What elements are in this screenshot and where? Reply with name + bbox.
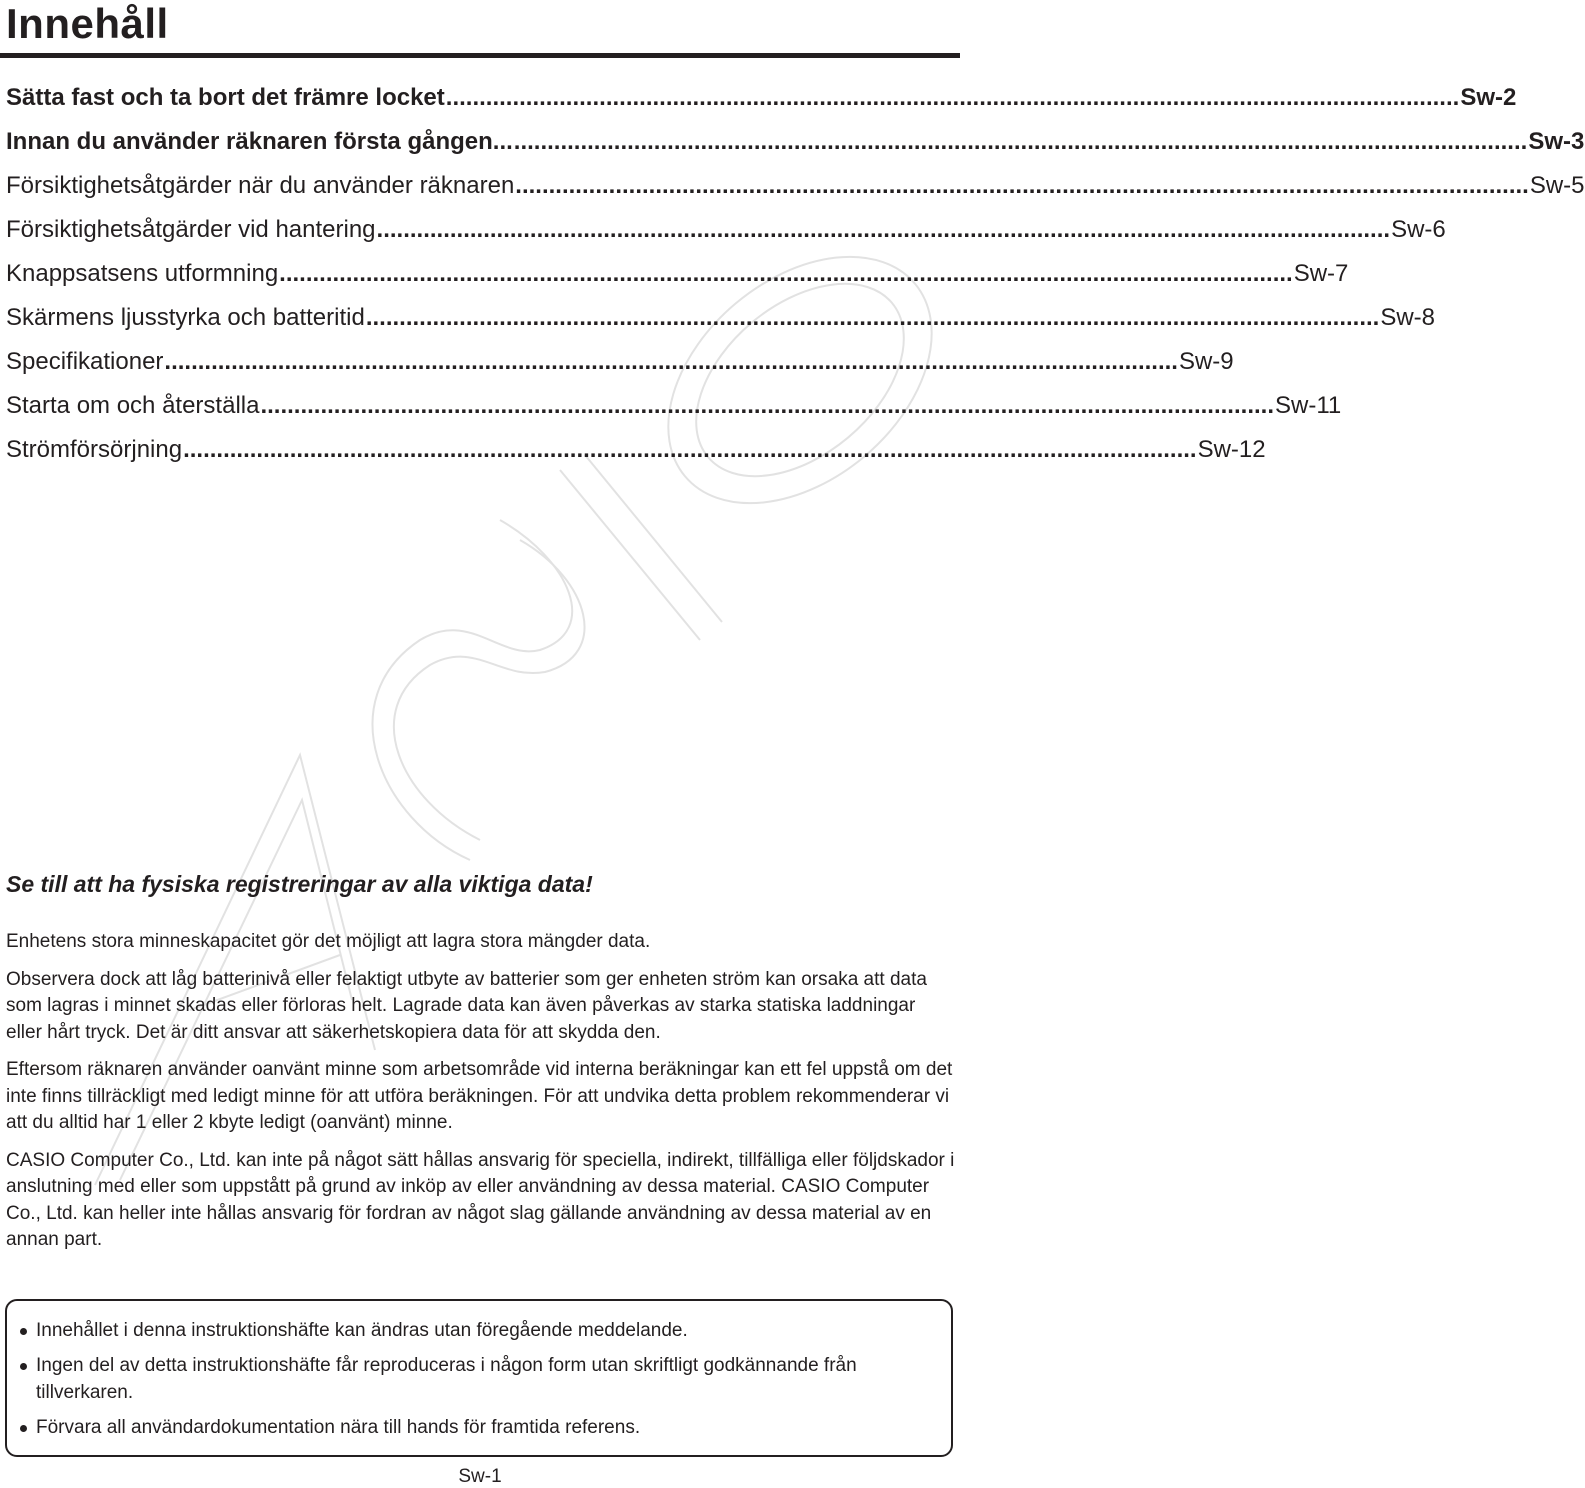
toc-entry-label: Skärmens ljusstyrka och batteritid bbox=[6, 304, 365, 331]
notice-paragraph: Enhetens stora minneskapacitet gör det möjligt att lagra stora mängder data. bbox=[6, 931, 651, 952]
data-backup-heading: Se till att ha fysiska registreringar av alla viktiga data! bbox=[6, 871, 593, 897]
toc-entry-label: Specifikationer bbox=[6, 348, 164, 375]
toc-entry[interactable] bbox=[6, 78, 1517, 122]
toc-entry-label: Försiktighetsåtgärder när du använder räknaren bbox=[6, 172, 515, 199]
toc-dot-leader: ........................................................................................................................................................ bbox=[183, 436, 1197, 463]
toc-dot-leader: ........................................................................................................................................................ bbox=[279, 260, 1293, 287]
toc-entry[interactable] bbox=[6, 298, 1436, 342]
toc-entry-page: Sw-8 bbox=[1380, 304, 1436, 331]
toc-entry[interactable] bbox=[6, 430, 1266, 474]
notice-paragraph: CASIO Computer Co., Ltd. kan inte på något sätt hållas ansvarig för speciella, indirekt, tillfälliga eller följdskador i anslutning med eller som uppstått på grund av inköp av eller användning av dessa material. CASIO Computer Co., Ltd. kan heller inte hållas ansvarig för fordran av något slag gällande användning av dessa material av en annan part. bbox=[6, 1149, 955, 1250]
toc-dot-leader: ........................................................................................................................................................ bbox=[513, 128, 1528, 155]
toc-entry[interactable] bbox=[6, 166, 1585, 210]
list-item bbox=[7, 1317, 951, 1344]
list-item bbox=[7, 1352, 951, 1406]
notes-list bbox=[7, 1301, 951, 1441]
toc-dot-leader: ........................................................................................................................................................ bbox=[365, 304, 1380, 331]
notice-body bbox=[6, 929, 956, 1265]
toc-entry[interactable] bbox=[6, 210, 1446, 254]
notice-paragraph: Observera dock att låg batterinivå eller felaktigt utbyte av batterier som ger enheten ström kan orsaka att data som lagras i minnet skadas eller förloras helt. Lagrade data kan även påverkas av starka statiska laddningar eller hårt tryck. Det är ditt ansvar att säkerhetskopiera data för att skydda den. bbox=[6, 968, 927, 1043]
toc-entry-label: Innan du använder räknaren första gången... bbox=[6, 128, 513, 155]
toc-entry-label: Sätta fast och ta bort det främre locket bbox=[6, 84, 445, 111]
toc-entry-label: Strömförsörjning bbox=[6, 436, 183, 463]
note-text: Innehållet i denna instruktionshäfte kan ändras utan föregående meddelande. bbox=[36, 1320, 688, 1341]
list-item bbox=[7, 1414, 951, 1441]
toc-entry-page: Sw-5 bbox=[1529, 172, 1585, 199]
toc-entry-page: Sw-9 bbox=[1178, 348, 1234, 375]
toc-dot-leader: ........................................................................................................................................................ bbox=[515, 172, 1529, 199]
toc-entry-label: Knappsatsens utformning bbox=[6, 260, 279, 287]
toc-entry[interactable] bbox=[6, 386, 1342, 430]
toc-entry-page: Sw-3 bbox=[1528, 128, 1585, 155]
toc-dot-leader: ........................................................................................................................................................ bbox=[164, 348, 1178, 375]
toc-dot-leader: ........................................................................................................................................................ bbox=[376, 216, 1391, 243]
toc-entry-page: Sw-7 bbox=[1293, 260, 1349, 287]
title-rule bbox=[0, 53, 960, 58]
toc-entry[interactable] bbox=[6, 342, 1234, 386]
notes-box bbox=[5, 1299, 953, 1457]
bullet-icon bbox=[20, 1328, 27, 1335]
page-number: Sw-1 bbox=[458, 1466, 502, 1487]
toc-entry-page: Sw-11 bbox=[1274, 392, 1342, 419]
toc-entry-page: Sw-2 bbox=[1460, 84, 1517, 111]
toc-entry-page: Sw-12 bbox=[1197, 436, 1266, 463]
bullet-icon bbox=[20, 1363, 27, 1370]
page-title: Innehåll bbox=[6, 0, 169, 47]
toc-entry[interactable] bbox=[6, 254, 1349, 298]
table-of-contents bbox=[6, 78, 1585, 474]
toc-dot-leader: ........................................................................................................................................................ bbox=[445, 84, 1460, 111]
note-text: Ingen del av detta instruktionshäfte får reproduceras i någon form utan skriftligt godkännande från tillverkaren. bbox=[36, 1355, 857, 1403]
bullet-icon bbox=[20, 1425, 27, 1432]
toc-entry[interactable] bbox=[6, 122, 1585, 166]
toc-entry-label: Starta om och återställa bbox=[6, 392, 260, 419]
toc-dot-leader: ........................................................................................................................................................ bbox=[260, 392, 1274, 419]
note-text: Förvara all användardokumentation nära till hands för framtida referens. bbox=[36, 1417, 641, 1438]
toc-entry-label: Försiktighetsåtgärder vid hantering bbox=[6, 216, 376, 243]
notice-paragraph: Eftersom räknaren använder oanvänt minne som arbetsområde vid interna beräkningar kan ett fel uppstå om det inte finns tillräckligt med ledigt minne för att utföra beräkningen. För att undvika detta problem rekommenderar vi att du alltid har 1 eller 2 kbyte ledigt (oanvänt) minne. bbox=[6, 1059, 953, 1133]
toc-entry-page: Sw-6 bbox=[1391, 216, 1446, 243]
